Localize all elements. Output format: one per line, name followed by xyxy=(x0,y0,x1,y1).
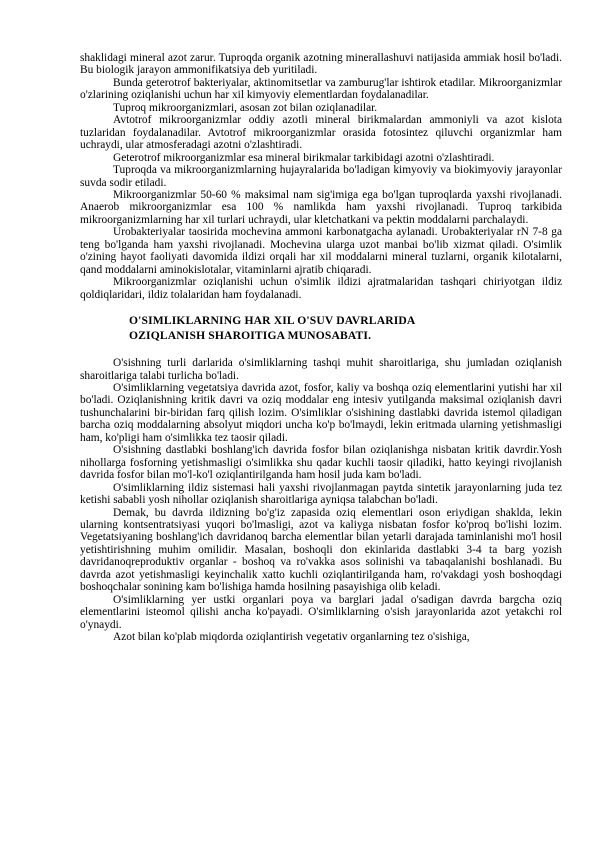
paragraph: Azot bilan ko'plab miqdorda oziqlantirish vegetativ organlarning tez o'sishiga, xyxy=(113,631,470,644)
paragraph: O'simliklarning ildiz sistemasi hali yaxshi rivojlanmagan paytda sintetik jarayonlarning juda tez ketishi sababli yosh nihollar oziqlanish sharoitlariga ayniqsa talabchan bo'ladi. xyxy=(80,481,562,507)
paragraph: Bunda geterotrof bakteriyalar, aktinomitsetlar va zamburug'lar ishtirok etadilar. Mikroorganizmlar o'zlarining oziqlanishi uchun har xil kimyoviy elementlardan foydalanadilar. xyxy=(80,76,562,102)
paragraph: Urobakteriyalar taosirida mochevina ammoni karbonatgacha aylanadi. Urobakteriyalar rN 7-8 ga teng bo'lganda ham yaxshi rivojlanadi. Mochevina ularga uzot manbai bo'lib xizmat qiladi. O'simlik o'zining hayot faoliyati davomida ildizi orqali har xil moddalarni mineral tuzlarni, organik kilotalarni, qand moddalarni aminokislotalar, vitaminlarni ajratib chiqaradi. xyxy=(80,226,562,276)
paragraph: Tuproq mikroorganizmlari, asosan zot bilan oziqlanadilar. xyxy=(113,101,378,114)
paragraph: O'simliklarning yer ustki organlari poya va barglari jadal o'sadigan davrda bargcha oziq elementlarini isteomol qilishi ancha ko'payadi. O'simliklarning o'sish jarayonlarida azot yetakchi rol o'ynaydi. xyxy=(80,593,562,631)
section-heading-line: OZIQLANISH SHAROITIGA MUNOSABATI. xyxy=(129,329,372,343)
paragraph: shaklidagi mineral azot zarur. Tuproqda organik azotning minerallashuvi natijasida ammiak hosil bo'ladi. Bu biologik jarayon ammonifikatsiya deb yuritiladi. xyxy=(80,52,562,77)
paragraph: Demak, bu davrda ildizning bo'g'iz zapasida oziq elementlari oson eriydigan shaklda, lekin ularning kontsentratsiyasi yuqori bo'lmasligi, azot va kaliyga nisbatan fosfor ko'proq bo'lishi lozim. Vegetatsiyaning boshlang'ich davridanoq barcha elementlar bilan yetarli darajada taminlanishi mo'l hosil yetishtirishning muhim omilidir. Masalan, boshoqli don ekinlarida dastlabki 3-4 ta barg yozish davridanoqreproduktiv organlar - boshoq va ro'vakka asos solinishi va tabaqalanishi boshlanadi. Bu davrda azot yetishmasligi keyinchalik xatto kuchli oziqlantirilganda ham, ro'vakdagi yosh boshoqdagi boshoqchalar sonining kam bo'lishiga hamda hosilning pasayishiga olib keladi. xyxy=(80,506,562,594)
paragraph: Geterotrof mikroorganizmlar esa mineral birikmalar tarkibidagi azotni o'zlashtiradi. xyxy=(113,151,495,164)
section-heading-line: O'SIMLIKLARNING HAR XIL O'SUV DAVRLARIDA xyxy=(129,314,416,328)
paragraph: O'simliklarning vegetatsiya davrida azot, fosfor, kaliy va boshqa oziq elementlarini yutishi har xil bo'ladi. Oziqlanishning kritik davri va oziq moddalar eng intesiv yutilganda maksimal oziqlanish davri tushunchalarini bir-biridan farq qilish lozim. O'simliklar o'sishining dastlabki davrida istemol qiladigan barcha oziq moddalarning absolyut miqdori uncha ko'p bo'lmaydi, lekin eritmada ularning yetishmasligi ham, ko'pligi ham o'simlikka tez taosir qiladi. xyxy=(80,381,562,444)
document-page xyxy=(80,52,562,643)
paragraph: Avtotrof mikroorganizmlar oddiy azotli mineral birikmalardan ammoniyli va azot kislota tuzlaridan foydalanadilar. Avtotrof mikroorganizmlar orasida fotosintez qiluvchi organizmlar ham uchraydi, ular atmosferadagi azotni o'zlashtiradi. xyxy=(80,114,562,152)
paragraph: Tuproqda va mikroorganizmlarning hujayralarida bo'ladigan kimyoviy va biokimyoviy jarayonlar suvda sodir etiladi. xyxy=(80,164,562,189)
paragraph: Mikroorganizmlar 50-60 % maksimal nam sig'imiga ega bo'lgan tuproqlarda yaxshi rivojlanadi. Anaerob mikroorganizmlar esa 100 % namlikda ham yaxshi rivojlanadi. Tuproq tarkibida mikroorganizmlarning har xil turlari uchraydi, ular kletchatkani va pektin moddalarni parchalaydi. xyxy=(80,188,562,226)
paragraph: O'sishning dastlabki boshlang'ich davrida fosfor bilan oziqlanishga nisbatan kritik davrdir.Yosh nihollarga fosforning yetishmasligi o'simlikka shu qadar kuchli taosir qiladiki, hatto keyingi rivojlanish davrida fosfor bilan mo'l-ko'l oziqlantirilganda ham hosil juda kam bo'ladi. xyxy=(80,444,562,482)
paragraph: O'sishning turli darlarida o'simliklarning tashqi muhit sharoitlariga, shu jumladan oziqlanish sharoitlariga talabi turlicha bo'ladi. xyxy=(80,357,562,382)
paragraph: Mikroorganizmlar oziqlanishi uchun o'simlik ildizi ajratmalaridan tashqari chiriyotgan ildiz qoldiqlaridari, ildiz tolalaridan ham foydalanadi. xyxy=(80,276,562,301)
section-heading xyxy=(80,313,562,343)
